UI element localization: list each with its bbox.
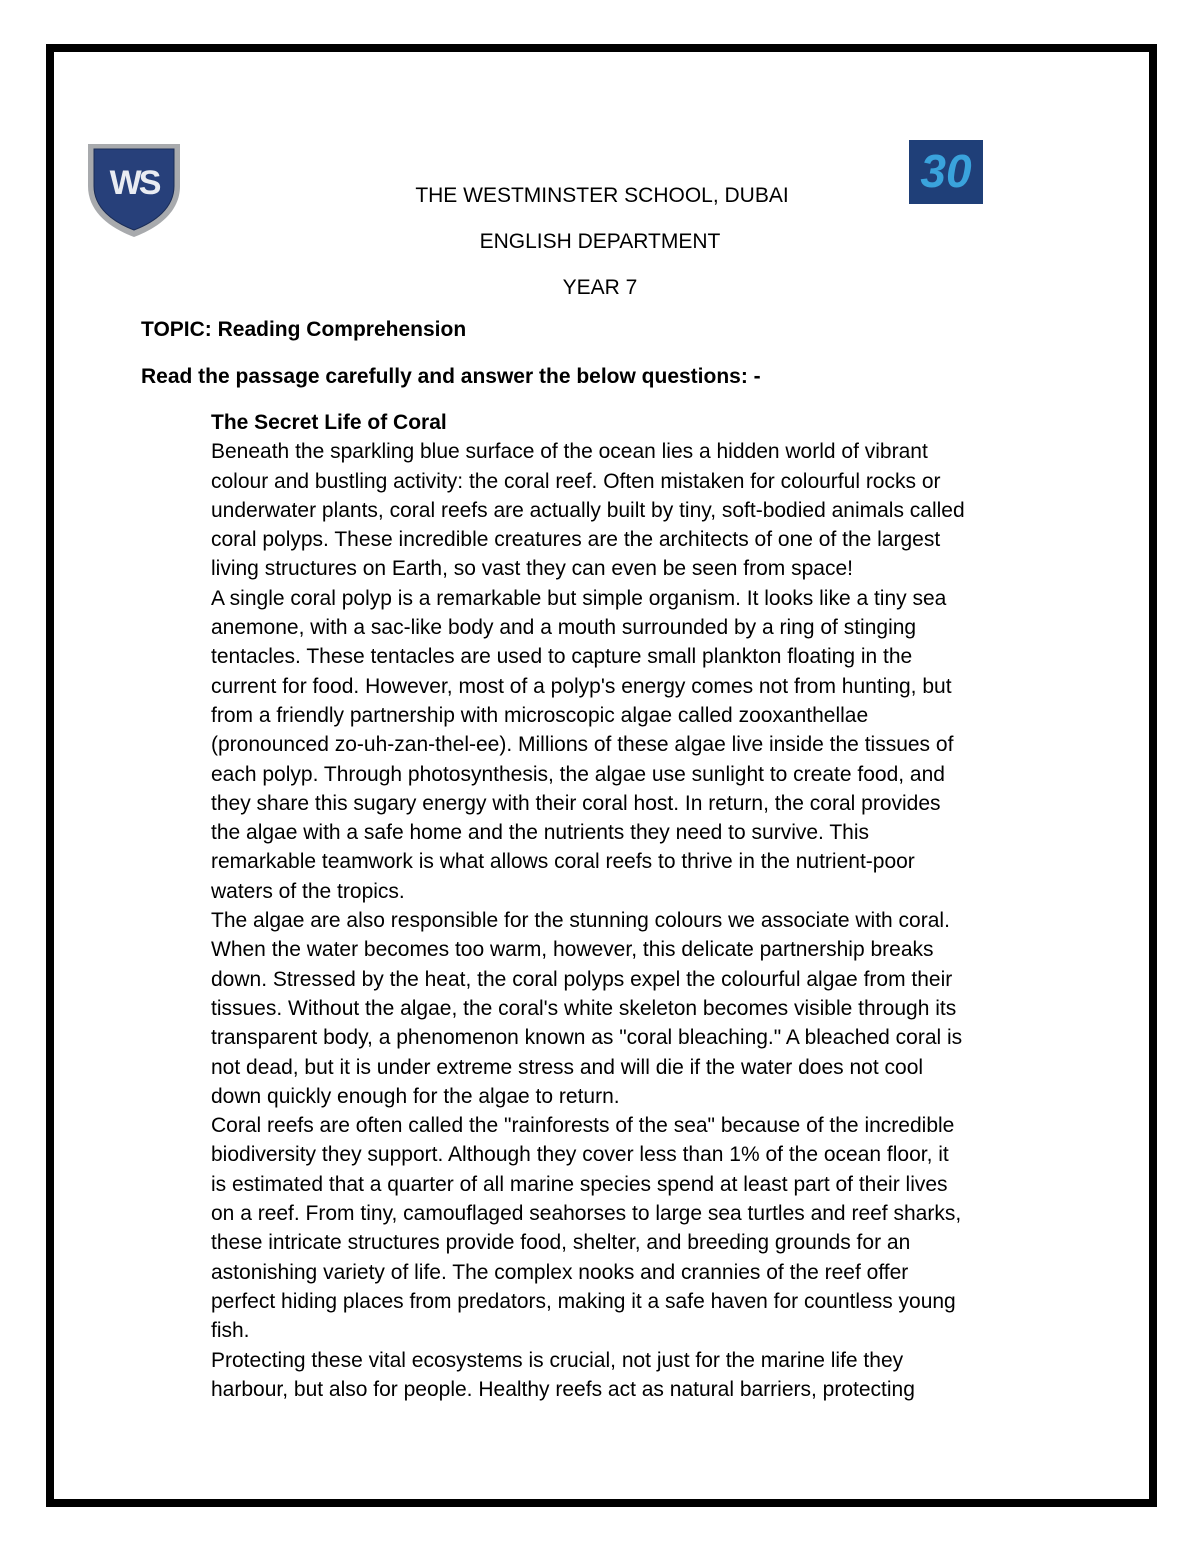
passage-line: harbour, but also for people. Healthy reefs act as natural barriers, protecting — [211, 1377, 915, 1401]
passage-line: Protecting these vital ecosystems is crucial, not just for the marine life they — [211, 1348, 904, 1372]
passage-line: tissues. Without the algae, the coral's white skeleton becomes visible through its — [211, 996, 957, 1020]
passage-line: is estimated that a quarter of all marine species spend at least part of their lives — [211, 1172, 948, 1196]
passage-line: not dead, but it is under extreme stress and will die if the water does not cool — [211, 1055, 924, 1079]
shield-logo-text: WS — [109, 164, 159, 202]
school-title: THE WESTMINSTER SCHOOL, DUBAI — [415, 184, 789, 207]
passage-line: from a friendly partnership with microscopic algae called zooxanthellae — [211, 703, 869, 727]
passage-title: The Secret Life of Coral — [211, 411, 447, 434]
passage-line: current for food. However, most of a polyp's energy comes not from hunting, but — [211, 674, 952, 698]
passage-line: When the water becomes too warm, however, this delicate partnership breaks — [211, 938, 934, 962]
passage-line: biodiversity they support. Although they cover less than 1% of the ocean floor, it — [211, 1143, 949, 1167]
passage-line: tentacles. These tentacles are used to capture small plankton floating in the — [211, 645, 913, 669]
passage-line: anemone, with a sac-like body and a mouth surrounded by a ring of stinging — [211, 616, 917, 640]
passage-line: colour and bustling activity: the coral reef. Often mistaken for colourful rocks or — [211, 469, 941, 493]
instruction-text: Read the passage carefully and answer the below questions: - — [141, 365, 761, 388]
passage-line: The algae are also responsible for the stunning colours we associate with coral. — [211, 909, 950, 933]
passage-line: Coral reefs are often called the "rainforests of the sea" because of the incredible — [211, 1114, 955, 1138]
topic-heading: TOPIC: Reading Comprehension — [141, 318, 467, 341]
department-title: ENGLISH DEPARTMENT — [479, 230, 721, 253]
badge-number: 30 — [920, 145, 972, 197]
passage-line: down quickly enough for the algae to return. — [211, 1084, 620, 1108]
year-title: YEAR 7 — [562, 276, 638, 299]
passage-line: they share this sugary energy with their coral host. In return, the coral provides — [211, 791, 941, 815]
passage-line: (pronounced zo-uh-zan-thel-ee). Millions of these algae live inside the tissues of — [211, 733, 954, 757]
passage — [211, 408, 1071, 1404]
passage-line: remarkable teamwork is what allows coral reefs to thrive in the nutrient-poor — [211, 850, 915, 874]
passage-line: Beneath the sparkling blue surface of the ocean lies a hidden world of vibrant — [211, 440, 928, 464]
passage-line: the algae with a safe home and the nutrients they need to survive. This — [211, 821, 870, 845]
passage-body — [211, 437, 1071, 1404]
passage-line: transparent body, a phenomenon known as "coral bleaching." A bleached coral is — [211, 1026, 963, 1050]
passage-line: waters of the tropics. — [211, 879, 405, 903]
passage-line: coral polyps. These incredible creatures are the architects of one of the largest — [211, 528, 941, 552]
passage-line: fish. — [211, 1319, 250, 1343]
passage-line: down. Stressed by the heat, the coral polyps expel the colourful algae from their — [211, 967, 953, 991]
passage-line: each polyp. Through photosynthesis, the algae use sunlight to create food, and — [211, 762, 945, 786]
passage-line: underwater plants, coral reefs are actually built by tiny, soft-bodied animals called — [211, 498, 965, 522]
passage-line: living structures on Earth, so vast they can even be seen from space! — [211, 557, 853, 581]
passage-line: astonishing variety of life. The complex nooks and crannies of the reef offer — [211, 1260, 909, 1284]
passage-line: perfect hiding places from predators, making it a safe haven for countless young — [211, 1289, 956, 1313]
passage-line: on a reef. From tiny, camouflaged seahorses to large sea turtles and reef sharks, — [211, 1202, 962, 1226]
passage-line: A single coral polyp is a remarkable but simple organism. It looks like a tiny sea — [211, 586, 947, 610]
passage-line: these intricate structures provide food, shelter, and breeding grounds for an — [211, 1231, 911, 1255]
